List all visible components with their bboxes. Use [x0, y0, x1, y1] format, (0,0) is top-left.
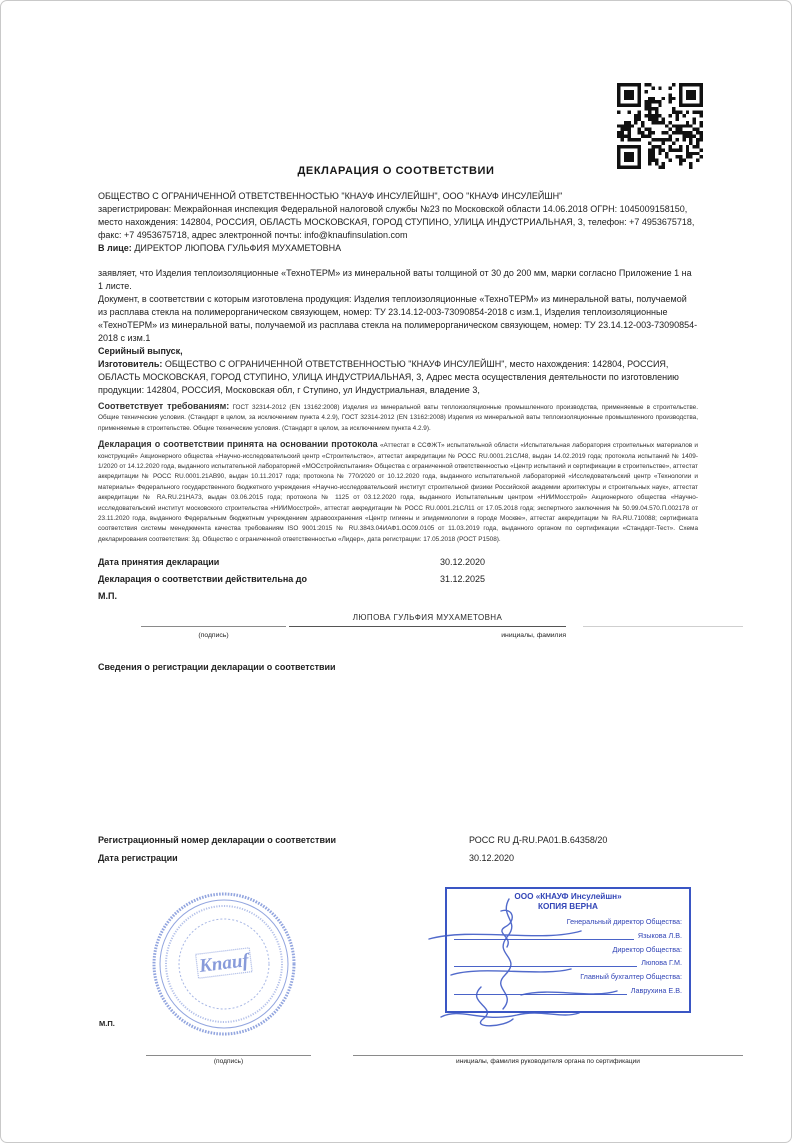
- copy-stamp-org: ООО «КНАУФ Инсулейшн»: [514, 892, 622, 901]
- document-body: [98, 190, 698, 674]
- adoption-date-label: Дата принятия декларации: [98, 557, 220, 568]
- signature-line-extension: [583, 626, 743, 627]
- signature-line-left: [141, 626, 286, 627]
- valid-until-label: Декларация о соответствии действительна до: [98, 574, 308, 585]
- signatory-name: ЛЮПОВА ГУЛЬФИЯ МУХАМЕТОВНА: [352, 613, 503, 623]
- copy-stamp-sign-row: [454, 986, 682, 995]
- copy-stamp-name: Лаврухина Е.В.: [630, 985, 682, 995]
- valid-until-row: [98, 573, 698, 586]
- footer-caption-right: инициалы, фамилия руководителя органа по сертификации: [456, 1058, 640, 1065]
- footer-signature-line-left: [146, 1055, 311, 1056]
- registration-date-value: 30.12.2020: [469, 853, 515, 863]
- signature-caption-right: инициалы, фамилия: [501, 632, 566, 640]
- copy-stamp-sign-row: [454, 931, 682, 940]
- product-document-paragraph: Документ, в соответствии с которым изготовлена продукция: Изделия теплоизоляционные «ТехноТЕРМ» из минеральной ваты, получаемой из расплава стекла на полимерорганическом связующем, номер: ТУ 23.14.12-003-73090854-2018 с изм.1, Изделия теплоизоляционные «ТехноТЕРМ» из минеральной ваты, получаемой из расплава стекла на полимерорганическом связующем, номер: ТУ 23.14.12-003-73090854-2018 с изм.1: [98, 294, 698, 343]
- valid-until-value: 31.12.2025: [440, 574, 486, 585]
- conformity-label: Соответствует требованиям:: [98, 401, 230, 411]
- adoption-date-row: [98, 556, 698, 569]
- copy-stamp-name: Языкова Л.В.: [637, 930, 682, 940]
- registration-number-row: [98, 834, 746, 847]
- registration-date-label: Дата регистрации: [98, 853, 178, 863]
- registration-number-label: Регистрационный номер декларации о соответствии: [98, 835, 337, 845]
- footer-caption-left: (подпись): [213, 1058, 244, 1065]
- applicant-registration: зарегистрирован: Межрайонная инспекция Федеральной налоговой службы №23 по Московской области 14.06.2018 ОГРН: 1045009158150, место нахождения: 142804, РОССИЯ, ОБЛАСТЬ МОСКОВСКАЯ, ГОРОД СТУПИНО, УЛИЦА ИНДУСТРИАЛЬНАЯ, 3, телефон: +7 4953675718, факс: +7 4953675718, адрес электронной почты: info@knaufinsulation.com: [98, 204, 695, 240]
- round-stamp-icon: [149, 889, 299, 1039]
- copy-stamp-copy-verna: КОПИЯ ВЕРНА: [538, 902, 598, 911]
- copy-stamp-sign-row: [454, 958, 682, 967]
- stamp-signature-line: [454, 993, 627, 995]
- copy-stamp-role: Главный бухгалтер Общества:: [580, 972, 682, 981]
- manufacturer-paragraph: [98, 358, 698, 397]
- page-title: ДЕКЛАРАЦИЯ О СООТВЕТСТВИИ: [297, 165, 495, 177]
- signature-line-right: [289, 626, 566, 627]
- basis-paragraph: [98, 439, 698, 545]
- basis-text: «Аттестат в ССФЖТ» испытательной области «Испытательная лаборатория строительных материалов и конструкций» Акционерного общества «Научно-исследовательский центр «Строительство», аттестат аккредитации № РОСС RU.0001.21СЛ48, выдан 14.02.2019 года; протокола испытаний № 1409-1/2020 от 14.12.2020 года, выданного испытательной лабораторией «МОСстройиспытания» Общества с ограниченной ответственностью «Центр испытаний и сертификации в строительстве», аттестат аккредитации № РОСС RU.0001.21АВ90, выдан 10.11.2017 года; протокола № 770/2020 от 10.12.2020 года, выданного испытательной лабораторией «Исследовательский центр «Технологии и материалы» Федерального государственного бюджетного учреждения «Научно-исследовательский институт строительной физики Российской академии архитектуры и строительных наук», аттестат аккредитации № RA.RU.21НА73, выдан 03.06.2015 года; протокола № 1125 от 03.12.2020 года, выданного Испытательным центром «НИИМосстрой» Акционерного общества «Научно-исследовательский институт московского строительства «НИИМосстрой», аттестат аккредитации № РОСС RU.0001.21СЛ11 от 17.05.2018 года; экспертного заключения № 50.99.04.570.П.002178 от 23.11.2020 года, выданного Федеральным бюджетным учреждением здравоохранения «Центр гигиены и эпидемиологии в городе Москве», аттестат аккредитации № RA.RU.710088; сертификата соответствия системы менеджмента качества требованиям ISO 9001:2015 № RU.3843.04ИАФ1.ОС09.0105 от 11.03.2019 года, выданного органом по сертификации «Стандарт-Тест». Схема декларирования соответствия: 3д. Общество с ограниченной ответственностью «Лидер», дата регистрации: 17.05.2018 (РОСТ Р1508).: [98, 442, 698, 543]
- adoption-date-value: 30.12.2020: [440, 557, 486, 568]
- footer-stamp-place-label: М.П.: [99, 1019, 115, 1028]
- signature-caption-left: (подпись): [198, 632, 229, 640]
- footer-signature-zone: [98, 1047, 748, 1077]
- serial-line: Серийный выпуск,: [98, 346, 183, 356]
- manufacturer-value: ОБЩЕСТВО С ОГРАНИЧЕННОЙ ОТВЕТСТВЕННОСТЬЮ "КНАУФ ИНСУЛЕЙШН", место нахождения: 142804, РОССИЯ, ОБЛАСТЬ МОСКОВСКАЯ, ГОРОД СТУПИНО, УЛИЦА ИНДУСТРИАЛЬНАЯ, 3, Адрес места осуществления деятельности по изготовлению продукции: 142804, РОССИЯ, Московская обл, г Ступино, ул Индустриальная, владение 3,: [98, 359, 679, 395]
- copy-stamp-role: Генеральный директор Общества:: [566, 917, 682, 926]
- copy-stamp: [445, 887, 691, 1013]
- footer-signature-line-right: [353, 1055, 743, 1056]
- copy-stamp-role: Директор Общества:: [612, 944, 682, 954]
- round-stamp-text: Knauf: [198, 950, 250, 977]
- conformity-text: ГОСТ 32314-2012 (EN 13162:2008) Изделия из минеральной ваты теплоизоляционные промышленного производства, применяемые в строительстве. Общие технические условия. (Стандарт в целом, за исключением пункта 4.2.9), ГОСТ 32314-2012 (EN 13162:2008) Изделия из минеральной ваты теплоизоляционные промышленного производства, применяемые в строительстве. Общие технические условия. (Стандарт в целом, за исключением пункта 4.2.9).: [98, 404, 698, 432]
- in-person-line: [98, 242, 698, 255]
- stamp-signature-line: [454, 965, 637, 967]
- conformity-paragraph: [98, 401, 698, 434]
- stamp-place-label: М.П.: [98, 591, 117, 602]
- qr-code-icon: [617, 83, 703, 169]
- basis-label: Декларация о соответствии принята на основании протокола: [98, 439, 378, 450]
- stamp-signature-line: [454, 938, 634, 940]
- signature-zone: [98, 611, 698, 651]
- registration-block: [98, 834, 746, 870]
- in-person-value: ДИРЕКТОР ЛЮПОВА ГУЛЬФИЯ МУХАМЕТОВНА: [134, 243, 342, 253]
- registration-number-value: РОСС RU Д-RU.РА01.В.64358/20: [469, 835, 608, 845]
- copy-stamp-name: Люпова Г.М.: [641, 958, 682, 967]
- applicant-name: ОБЩЕСТВО С ОГРАНИЧЕННОЙ ОТВЕТСТВЕННОСТЬЮ "КНАУФ ИНСУЛЕЙШН", ООО "КНАУФ ИНСУЛЕЙШН": [98, 191, 563, 201]
- registration-section-header: Сведения о регистрации декларации о соответствии: [98, 662, 336, 673]
- registration-date-row: [98, 852, 746, 865]
- in-person-label: В лице:: [98, 243, 132, 253]
- dates-block: [98, 556, 698, 586]
- manufacturer-label: Изготовитель:: [98, 359, 163, 369]
- declares-paragraph: заявляет, что Изделия теплоизоляционные «ТехноТЕРМ» из минеральной ваты толщиной от 30 до 200 мм, марки согласно Приложение 1 на 1 листе.: [98, 268, 692, 291]
